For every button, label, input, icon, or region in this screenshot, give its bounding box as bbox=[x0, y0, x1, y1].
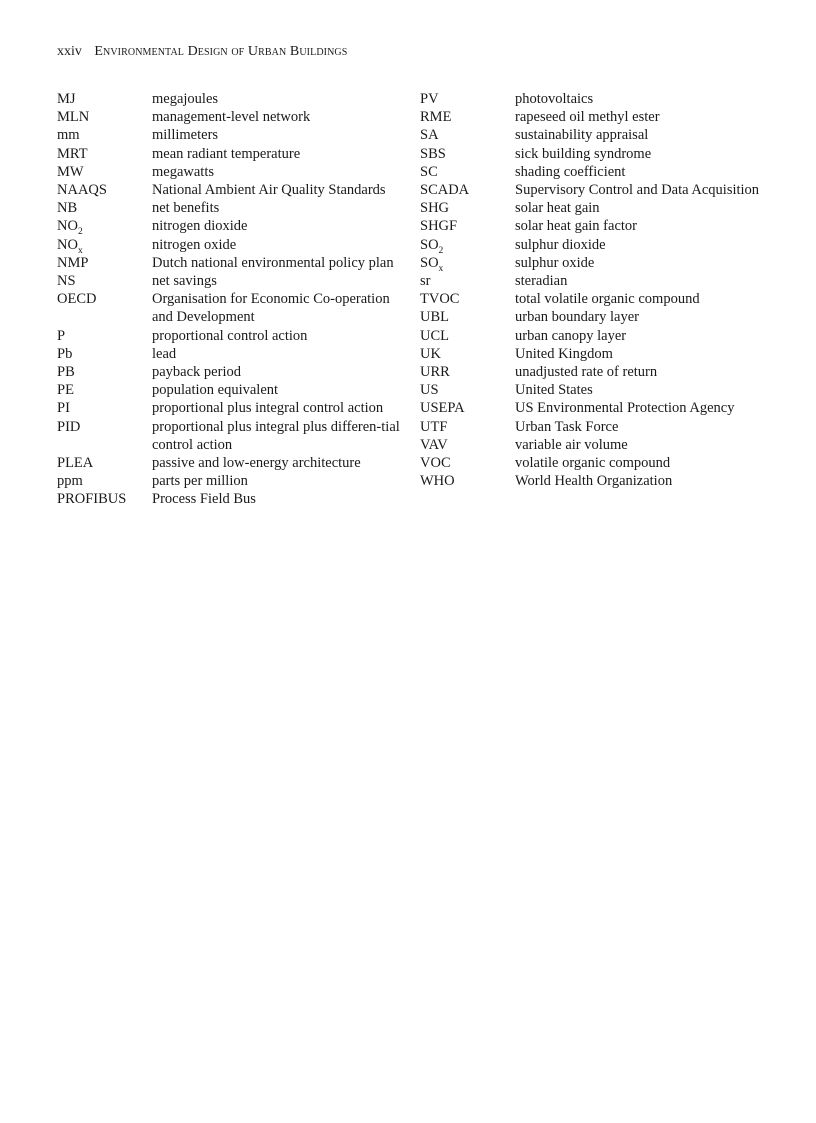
abbreviation-entry bbox=[420, 399, 760, 417]
abbreviation-term bbox=[420, 418, 515, 436]
abbreviation-definition: management-level network bbox=[152, 109, 311, 126]
abbreviation-entry bbox=[420, 290, 760, 308]
abbreviation-term bbox=[420, 90, 515, 108]
abbreviation-term-text: sr bbox=[420, 273, 431, 290]
abbreviation-entry bbox=[57, 272, 402, 290]
abbreviation-term-text: MLN bbox=[57, 109, 90, 126]
abbreviation-definition: shading coefficient bbox=[515, 163, 626, 180]
abbreviation-definition: sustainability appraisal bbox=[515, 127, 649, 144]
abbreviation-entry bbox=[420, 163, 760, 181]
abbreviation-term bbox=[57, 181, 152, 199]
abbreviation-term bbox=[57, 90, 152, 108]
abbreviation-term-text: VOC bbox=[420, 455, 451, 472]
abbreviation-definition: net benefits bbox=[152, 200, 220, 217]
abbreviation-entry bbox=[57, 381, 402, 399]
abbreviations-column-right bbox=[420, 90, 760, 490]
abbreviation-term-text: SO bbox=[420, 236, 439, 253]
abbreviation-term bbox=[57, 418, 152, 436]
abbreviation-term bbox=[57, 345, 152, 363]
abbreviation-term-text: MJ bbox=[57, 91, 76, 107]
abbreviation-term bbox=[57, 290, 152, 308]
abbreviation-term-text: UBL bbox=[420, 309, 449, 326]
abbreviation-term bbox=[57, 126, 152, 144]
abbreviation-definition: solar heat gain bbox=[515, 200, 600, 217]
abbreviation-entry bbox=[420, 472, 760, 490]
abbreviation-definition: proportional control action bbox=[152, 327, 308, 344]
abbreviation-term-text: USEPA bbox=[420, 400, 465, 417]
abbreviation-term bbox=[420, 363, 515, 381]
abbreviation-entry bbox=[57, 345, 402, 363]
abbreviation-term-text: mm bbox=[57, 127, 80, 144]
abbreviation-definition: United Kingdom bbox=[515, 345, 613, 362]
abbreviation-entry bbox=[420, 90, 760, 108]
abbreviation-subscript: 2 bbox=[438, 245, 444, 256]
abbreviation-definition: volatile organic compound bbox=[515, 455, 671, 472]
book-title: Environmental Design of Urban Buildings bbox=[94, 44, 348, 59]
abbreviation-term-text: URR bbox=[420, 364, 450, 381]
abbreviation-term-text: UCL bbox=[420, 327, 449, 344]
abbreviation-entry bbox=[57, 217, 402, 238]
abbreviation-definition: proportional plus integral plus differen-tial control action bbox=[152, 418, 400, 453]
abbreviation-definition: solar heat gain factor bbox=[515, 218, 637, 235]
abbreviation-term-text: SBS bbox=[420, 145, 446, 162]
abbreviation-definition: megawatts bbox=[152, 163, 215, 180]
abbreviation-term-text: P bbox=[57, 327, 66, 344]
abbreviation-definition: photovoltaics bbox=[515, 91, 594, 107]
abbreviation-definition: urban boundary layer bbox=[515, 309, 640, 326]
abbreviation-term-text: NMP bbox=[57, 254, 89, 271]
abbreviation-term-text: Pb bbox=[57, 345, 73, 362]
abbreviation-term-text: OECD bbox=[57, 291, 97, 308]
abbreviation-definition: sulphur dioxide bbox=[515, 236, 606, 253]
abbreviation-term-text: NB bbox=[57, 200, 78, 217]
running-head bbox=[57, 43, 347, 61]
abbreviation-term bbox=[420, 436, 515, 454]
abbreviation-definition: mean radiant temperature bbox=[152, 145, 301, 162]
abbreviation-term-text: NO bbox=[57, 218, 78, 235]
abbreviation-term-text: PV bbox=[420, 91, 439, 107]
abbreviation-definition: megajoules bbox=[152, 91, 219, 107]
abbreviation-term-text: SC bbox=[420, 163, 438, 180]
abbreviation-entry bbox=[57, 199, 402, 217]
abbreviation-definition: United States bbox=[515, 382, 593, 399]
abbreviation-definition: nitrogen dioxide bbox=[152, 218, 248, 235]
abbreviation-definition: sick building syndrome bbox=[515, 145, 652, 162]
abbreviation-term bbox=[420, 181, 515, 199]
abbreviation-entry bbox=[420, 108, 760, 126]
abbreviation-definition: World Health Organization bbox=[515, 473, 673, 490]
abbreviation-term bbox=[420, 381, 515, 399]
abbreviation-term bbox=[420, 327, 515, 345]
abbreviation-subscript: x bbox=[438, 263, 444, 274]
abbreviation-definition: total volatile organic compound bbox=[515, 291, 700, 308]
abbreviation-entry bbox=[420, 436, 760, 454]
abbreviation-term-text: SCADA bbox=[420, 182, 470, 199]
abbreviation-term bbox=[420, 236, 515, 254]
abbreviation-term bbox=[420, 290, 515, 308]
abbreviation-definition: Supervisory Control and Data Acquisition bbox=[515, 182, 760, 199]
abbreviation-entry bbox=[57, 399, 402, 417]
abbreviation-term-text: UTF bbox=[420, 418, 448, 435]
abbreviation-definition: sulphur oxide bbox=[515, 254, 595, 271]
abbreviation-definition: parts per million bbox=[152, 473, 248, 490]
abbreviation-entry bbox=[57, 472, 402, 490]
abbreviation-term bbox=[57, 363, 152, 381]
abbreviation-term bbox=[420, 472, 515, 490]
abbreviation-term bbox=[57, 217, 152, 238]
abbreviation-term bbox=[420, 217, 515, 235]
abbreviation-definition: lead bbox=[152, 345, 177, 362]
abbreviation-entry bbox=[420, 327, 760, 345]
abbreviation-definition: rapeseed oil methyl ester bbox=[515, 109, 660, 126]
abbreviation-term bbox=[420, 272, 515, 290]
abbreviation-definition: Organisation for Economic Co-operation and Development bbox=[152, 291, 390, 326]
abbreviation-definition: Process Field Bus bbox=[152, 491, 256, 508]
abbreviation-term bbox=[420, 308, 515, 326]
abbreviation-entry bbox=[420, 236, 760, 254]
abbreviation-term bbox=[57, 399, 152, 417]
abbreviation-term bbox=[420, 108, 515, 126]
abbreviation-term-text: SHGF bbox=[420, 218, 458, 235]
abbreviation-entry bbox=[57, 327, 402, 345]
abbreviation-definition: passive and low-energy architecture bbox=[152, 455, 361, 472]
abbreviation-term-text: PROFIBUS bbox=[57, 491, 127, 508]
abbreviation-term-text: SHG bbox=[420, 200, 450, 217]
abbreviation-term bbox=[420, 126, 515, 144]
abbreviation-entry bbox=[57, 145, 402, 163]
abbreviation-term-text: NO bbox=[57, 236, 78, 253]
abbreviation-term bbox=[57, 236, 152, 254]
abbreviation-term bbox=[57, 490, 152, 508]
abbreviation-definition: population equivalent bbox=[152, 382, 279, 399]
abbreviation-entry bbox=[420, 418, 760, 436]
abbreviation-entry bbox=[420, 363, 760, 381]
abbreviation-entry bbox=[57, 163, 402, 181]
abbreviation-term-text: NAAQS bbox=[57, 182, 107, 199]
abbreviation-term-text: SA bbox=[420, 127, 439, 144]
abbreviation-term bbox=[420, 454, 515, 472]
abbreviations-column-left bbox=[57, 90, 402, 509]
abbreviation-entry bbox=[57, 418, 402, 454]
abbreviation-definition: Dutch national environmental policy plan bbox=[152, 254, 394, 271]
abbreviation-term bbox=[57, 381, 152, 399]
abbreviation-definition: unadjusted rate of return bbox=[515, 364, 658, 381]
abbreviation-entry bbox=[57, 290, 402, 326]
abbreviation-term-text: ppm bbox=[57, 473, 83, 490]
abbreviation-entry bbox=[57, 254, 402, 272]
abbreviation-term-text: PI bbox=[57, 400, 70, 417]
abbreviation-term-text: NS bbox=[57, 273, 76, 290]
abbreviation-subscript: 2 bbox=[77, 227, 83, 238]
abbreviation-entry bbox=[57, 363, 402, 381]
abbreviation-term bbox=[420, 345, 515, 363]
abbreviation-term-text: WHO bbox=[420, 473, 455, 490]
abbreviation-entry bbox=[420, 254, 760, 272]
abbreviation-definition: urban canopy layer bbox=[515, 327, 627, 344]
abbreviation-definition: variable air volume bbox=[515, 436, 628, 453]
abbreviation-term bbox=[57, 163, 152, 181]
abbreviation-definition: National Ambient Air Quality Standards bbox=[152, 182, 386, 199]
abbreviation-entry bbox=[420, 181, 760, 199]
abbreviation-term-text: PLEA bbox=[57, 455, 94, 472]
abbreviation-definition: steradian bbox=[515, 273, 568, 290]
abbreviation-term bbox=[57, 108, 152, 126]
abbreviation-entry bbox=[57, 126, 402, 144]
abbreviation-term-text: TVOC bbox=[420, 291, 460, 308]
abbreviation-entry bbox=[420, 381, 760, 399]
abbreviation-entry bbox=[57, 181, 402, 199]
abbreviation-term-text: VAV bbox=[420, 436, 448, 453]
abbreviation-term bbox=[420, 254, 515, 272]
abbreviation-definition: millimeters bbox=[152, 127, 219, 144]
abbreviation-term bbox=[57, 272, 152, 290]
abbreviation-term bbox=[57, 145, 152, 163]
abbreviation-entry bbox=[420, 199, 760, 217]
abbreviation-entry bbox=[57, 108, 402, 126]
abbreviation-term bbox=[57, 327, 152, 345]
abbreviation-entry bbox=[420, 126, 760, 144]
abbreviation-term bbox=[57, 454, 152, 472]
abbreviation-term-text: US bbox=[420, 382, 439, 399]
abbreviation-entry bbox=[420, 145, 760, 163]
abbreviation-term-text: UK bbox=[420, 345, 441, 362]
abbreviation-entry bbox=[57, 454, 402, 472]
abbreviation-entry bbox=[420, 345, 760, 363]
abbreviation-term-text: SO bbox=[420, 254, 439, 271]
abbreviation-term-text: PID bbox=[57, 418, 81, 435]
abbreviation-entry bbox=[420, 272, 760, 290]
abbreviation-definition: nitrogen oxide bbox=[152, 236, 237, 253]
abbreviation-definition: US Environmental Protection Agency bbox=[515, 400, 735, 417]
abbreviation-term bbox=[420, 399, 515, 417]
abbreviation-term bbox=[57, 472, 152, 490]
abbreviation-term bbox=[420, 199, 515, 217]
abbreviation-entry bbox=[420, 454, 760, 472]
abbreviation-term bbox=[57, 254, 152, 272]
abbreviation-definition: Urban Task Force bbox=[515, 418, 619, 435]
abbreviation-term-text: MRT bbox=[57, 145, 88, 162]
abbreviation-term bbox=[420, 163, 515, 181]
abbreviation-definition: payback period bbox=[152, 364, 241, 381]
abbreviation-definition: net savings bbox=[152, 273, 217, 290]
abbreviation-term-text: PB bbox=[57, 364, 75, 381]
abbreviation-term bbox=[420, 145, 515, 163]
abbreviation-entry bbox=[57, 90, 402, 108]
abbreviation-entry bbox=[420, 308, 760, 326]
abbreviation-entry bbox=[57, 490, 402, 508]
abbreviation-term bbox=[57, 199, 152, 217]
abbreviation-entry bbox=[420, 217, 760, 235]
abbreviation-entry bbox=[57, 236, 402, 254]
abbreviation-term-text: RME bbox=[420, 109, 452, 126]
abbreviation-term-text: PE bbox=[57, 382, 74, 399]
abbreviation-subscript: x bbox=[77, 245, 83, 256]
abbreviation-definition: proportional plus integral control action bbox=[152, 400, 384, 417]
abbreviation-term-text: MW bbox=[57, 163, 84, 180]
page-number: xxiv bbox=[57, 44, 82, 59]
